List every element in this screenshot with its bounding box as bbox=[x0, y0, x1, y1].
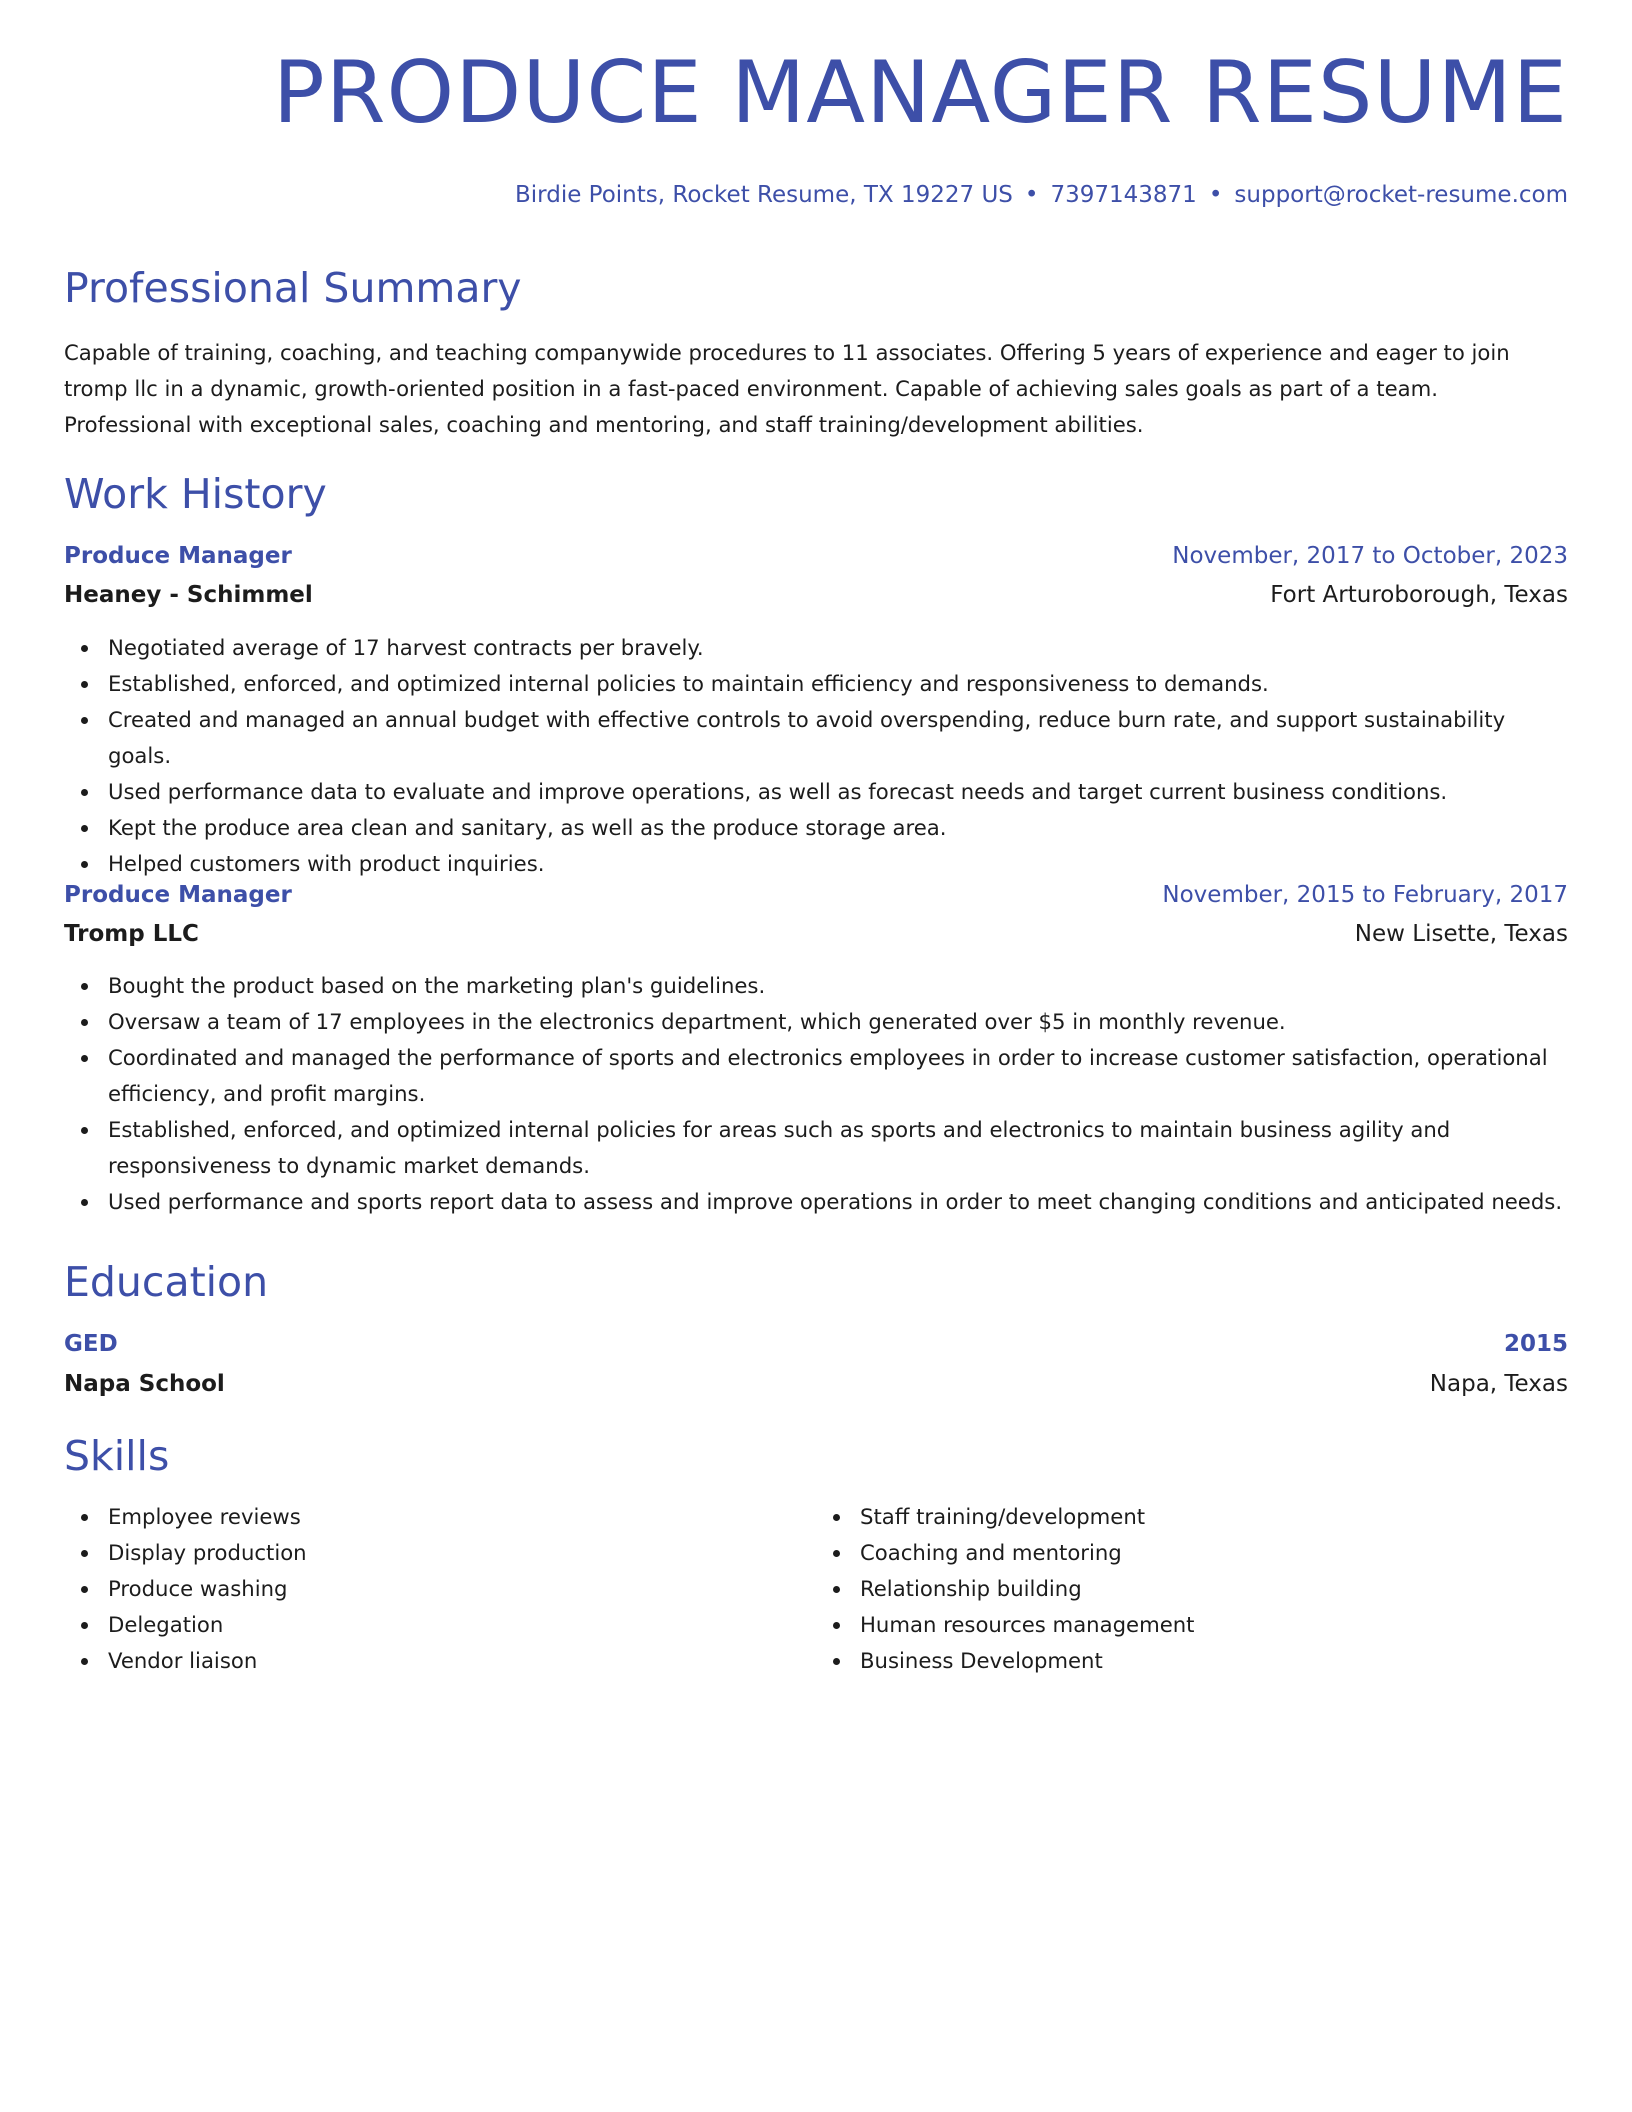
job-header bbox=[64, 538, 1568, 574]
education-degree: GED bbox=[64, 1331, 118, 1357]
education-location: Napa, Texas bbox=[1429, 1371, 1568, 1397]
contact-separator: • bbox=[1208, 182, 1223, 208]
skill-item: Staff training/development bbox=[860, 1499, 1568, 1535]
job-bullet: Helped customers with product inquiries. bbox=[108, 846, 1568, 882]
resume-title: PRODUCE MANAGER RESUME bbox=[272, 43, 1568, 143]
contact-separator: • bbox=[1024, 182, 1039, 208]
job-bullet: Created and managed an annual budget with effective controls to avoid overspending, reduce burn rate, and support sustainability goals. bbox=[108, 702, 1568, 774]
job-bullet: Kept the produce area clean and sanitary, as well as the produce storage area. bbox=[108, 810, 1568, 846]
job-subheader bbox=[64, 577, 1568, 613]
skills-heading: Skills bbox=[64, 1432, 170, 1480]
skills-list-left bbox=[64, 1499, 816, 1679]
skills-section bbox=[64, 1432, 1568, 1679]
skill-item: Delegation bbox=[108, 1607, 816, 1643]
job-title: Produce Manager bbox=[64, 543, 292, 569]
contact-phone[interactable]: 7397143871 bbox=[1050, 182, 1197, 208]
work-history-heading: Work History bbox=[64, 470, 327, 518]
job-location: New Lisette, Texas bbox=[1354, 921, 1568, 947]
education-year: 2015 bbox=[1503, 1331, 1568, 1357]
job-company: Tromp LLC bbox=[64, 921, 199, 947]
contact-line bbox=[515, 182, 1568, 208]
skill-item: Employee reviews bbox=[108, 1499, 816, 1535]
job-header bbox=[64, 877, 1568, 913]
summary-heading: Professional Summary bbox=[64, 264, 522, 312]
job-entry bbox=[64, 877, 1568, 1220]
job-bullet: Established, enforced, and optimized internal policies for areas such as sports and electronics to maintain business agility and responsiveness to dynamic market demands. bbox=[108, 1112, 1568, 1184]
job-bullet: Negotiated average of 17 harvest contracts per bravely. bbox=[108, 630, 1568, 666]
job-company: Heaney - Schimmel bbox=[64, 582, 313, 608]
skill-item: Human resources management bbox=[860, 1607, 1568, 1643]
job-dates: November, 2017 to October, 2023 bbox=[1172, 543, 1568, 569]
job-bullet-list bbox=[64, 968, 1568, 1220]
summary-section bbox=[64, 264, 1568, 443]
skill-item: Produce washing bbox=[108, 1571, 816, 1607]
skill-item: Vendor liaison bbox=[108, 1643, 816, 1679]
job-bullet: Coordinated and managed the performance of sports and electronics employees in order to increase customer satisfaction, operational efficiency, and profit margins. bbox=[108, 1040, 1568, 1112]
contact-email[interactable]: support@rocket-resume.com bbox=[1234, 182, 1568, 208]
job-title: Produce Manager bbox=[64, 882, 292, 908]
education-heading: Education bbox=[64, 1258, 269, 1306]
skill-item: Coaching and mentoring bbox=[860, 1535, 1568, 1571]
education-header bbox=[64, 1326, 1568, 1362]
job-dates: November, 2015 to February, 2017 bbox=[1162, 882, 1568, 908]
skill-item: Business Development bbox=[860, 1643, 1568, 1679]
job-entry bbox=[64, 538, 1568, 882]
job-bullet: Bought the product based on the marketing plan's guidelines. bbox=[108, 968, 1568, 1004]
contact-address: Birdie Points, Rocket Resume, TX 19227 US bbox=[515, 182, 1013, 208]
job-bullet: Used performance data to evaluate and improve operations, as well as forecast needs and target current business conditions. bbox=[108, 774, 1568, 810]
education-school: Napa School bbox=[64, 1371, 225, 1397]
summary-text: Capable of training, coaching, and teaching companywide procedures to 11 associates. Offering 5 years of experience and eager to join tromp llc in a dynamic, growth-oriented position in a fast-paced environment. Capable of achieving sales goals as part of a team. Professional with exceptional sales, coaching and mentoring, and staff training/development abilities. bbox=[64, 340, 1510, 437]
skill-item: Display production bbox=[108, 1535, 816, 1571]
skills-list-right bbox=[816, 1499, 1568, 1679]
education-section bbox=[64, 1258, 1568, 1306]
job-bullet: Used performance and sports report data to assess and improve operations in order to meet changing conditions and anticipated needs. bbox=[108, 1184, 1568, 1220]
job-bullet: Established, enforced, and optimized internal policies to maintain efficiency and responsiveness to demands. bbox=[108, 666, 1568, 702]
job-bullet: Oversaw a team of 17 employees in the electronics department, which generated over $5 in monthly revenue. bbox=[108, 1004, 1568, 1040]
skills-columns bbox=[64, 1499, 1568, 1679]
skill-item: Relationship building bbox=[860, 1571, 1568, 1607]
education-entry bbox=[64, 1326, 1568, 1402]
work-history-section bbox=[64, 470, 1568, 518]
job-subheader bbox=[64, 916, 1568, 952]
job-bullet-list bbox=[64, 630, 1568, 882]
job-location: Fort Arturoborough, Texas bbox=[1270, 582, 1568, 608]
education-subheader bbox=[64, 1366, 1568, 1402]
